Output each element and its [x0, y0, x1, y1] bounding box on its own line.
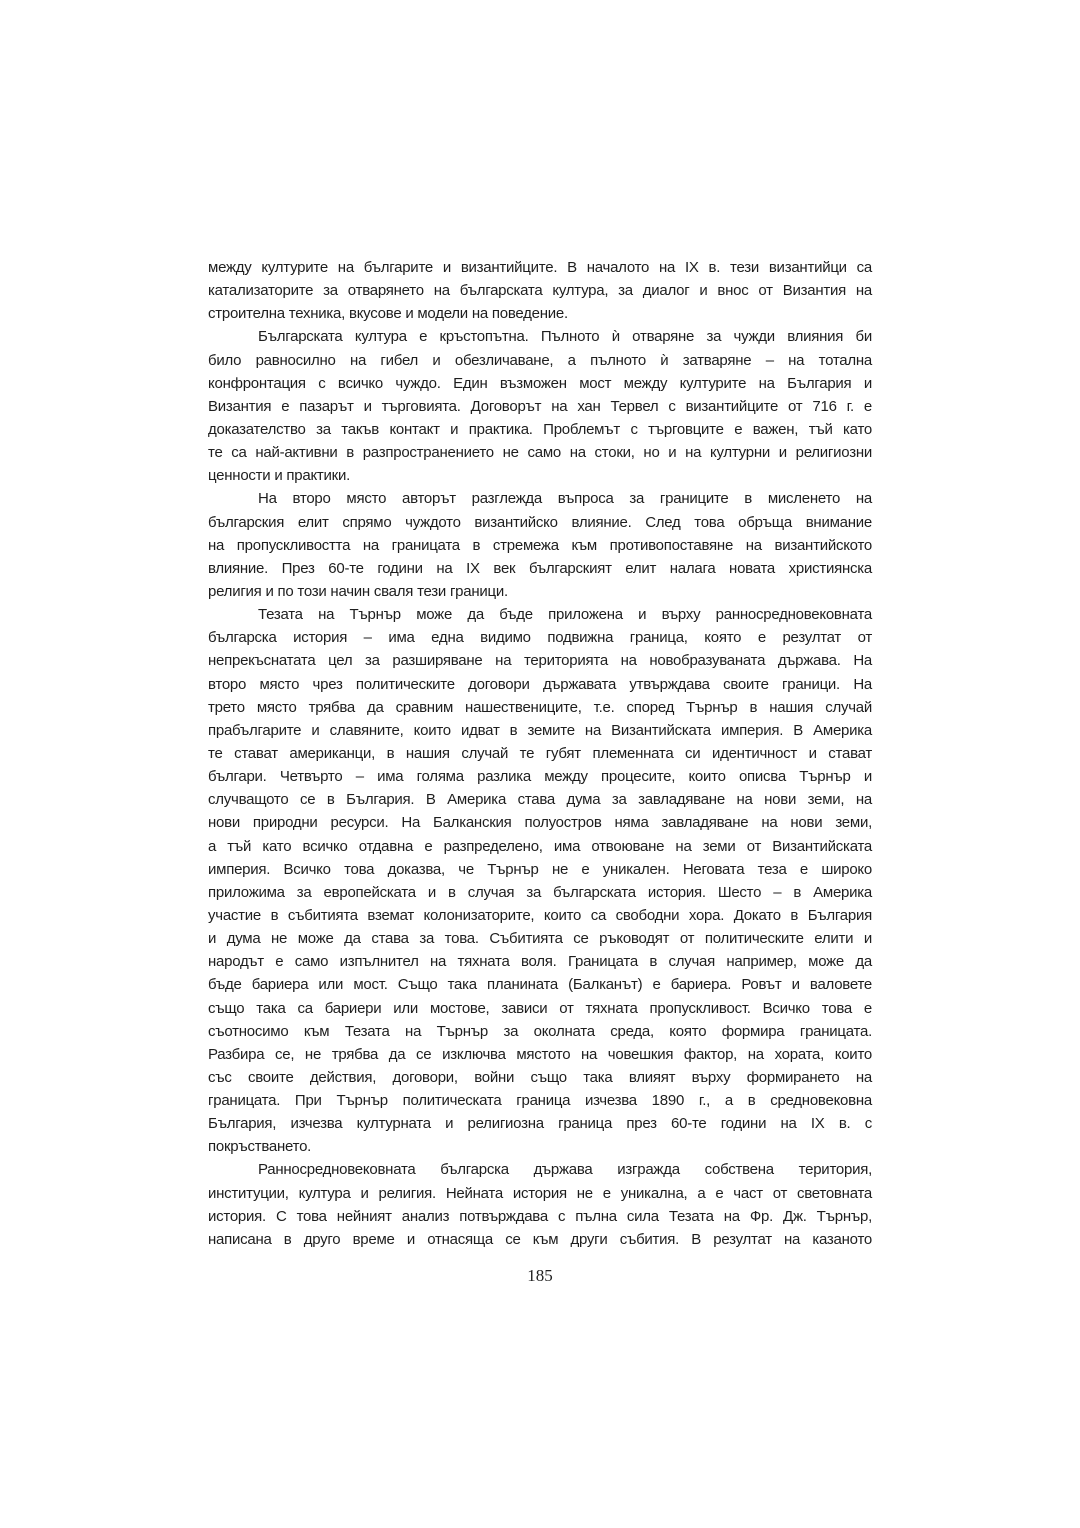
text-line: също така са бариери или мостове, зависи от тяхната пропускливост. Всичко това е — [208, 999, 872, 1017]
text-line: те са най-активни в разпространението не само на стоки, но и на културни и религиозни — [208, 444, 872, 462]
text-line: България, изчезва културната и религиозна граница през 60-те години на IX в. с — [208, 1115, 872, 1133]
text-line: между културите на българите и византийците. В началото на IX в. тези византийци са — [208, 259, 872, 276]
paragraph — [208, 1158, 872, 1251]
text-line: трето място трябва да сравним нашествениците, т.е. според Търнър в нашия случай — [208, 698, 872, 716]
text-line: било равносилно на гибел и обезличаване, а пълното ѝ затваряне – на тотална — [208, 351, 872, 369]
text-line: На второ място авторът разглежда въпроса за границите в мисленето на — [258, 490, 872, 508]
text-line: участие в събитията вземат колонизаторите, които са свободни хора. Докато в България — [208, 906, 872, 924]
text-line: покръстването. — [208, 1138, 312, 1156]
text-line: ценности и практики. — [208, 467, 351, 485]
text-line: и дума не може да става за това. Събитията се ръководят от политическите елити и — [208, 930, 872, 948]
text-line: народът е само изпълнител на тяхната воля. Границата в случая например, може да — [208, 953, 872, 971]
text-line: непрекъснатата цел за разширяване на територията на новобразуваната държава. На — [208, 652, 872, 670]
paragraph — [208, 325, 872, 487]
page-number: 185 — [527, 1266, 553, 1285]
text-line: българския елит спрямо чуждото византийско влияние. След това обръща внимание — [208, 513, 872, 531]
text-line: институции, култура и религия. Нейната история не е уникална, а е част от световната — [208, 1184, 872, 1202]
text-line: нови природни ресурси. На Балканския полуостров няма завладяване на нови земи, — [208, 814, 872, 832]
paragraph — [208, 603, 872, 1158]
text-line: случващото се в България. В Америка става дума за завладяване на нови земи, на — [208, 791, 872, 809]
paragraph — [208, 487, 872, 603]
text-line: Тезата на Търнър може да бъде приложена и върху ранносредновековната — [258, 606, 872, 624]
text-line: те стават американци, в нашия случай те губят племенната си идентичност и стават — [208, 744, 872, 762]
text-line: съотносимо към Тезата на Търнър за околната среда, която формира границата. — [208, 1022, 872, 1040]
text-line: бъде бариера или мост. Също така планината (Балканът) е бариера. Ровът и валовете — [208, 976, 872, 994]
text-line: доказателство за такъв контакт и практика. Проблемът с търговците е важен, тъй като — [208, 420, 872, 438]
text-line: прабългарите и славяните, които идват в земите на Византийската империя. В Америка — [208, 721, 872, 739]
text-line: конфронтация с всичко чуждо. Един възможен мост между културите на България и — [208, 374, 872, 392]
text-line: а тъй като всичко отдавна е разпределено, има отвоюване на земи от Византийската — [208, 837, 872, 855]
text-line: българи. Четвърто – има голяма разлика между процесите, които описва Търнър и — [208, 768, 872, 786]
text-line: второ място чрез политическите договори държавата утвърждава своите граници. На — [208, 675, 872, 693]
text-line: със своите действия, договори, войни също така влияят върху формирането на — [208, 1068, 872, 1086]
text-line: империя. Всичко това доказва, че Търнър не е уникален. Неговата теза е широко — [208, 860, 872, 878]
text-line: влияние. През 60-те години на IX век българският елит налага новата християнска — [208, 559, 872, 577]
text-line: границата. При Търнър политическата граница изчезва 1890 г., а в средновековна — [208, 1092, 872, 1110]
text-line: написана в друго време и отнасяща се към други събития. В резултат на казаното — [208, 1230, 872, 1248]
text-line: на пропускливостта на границата в стремежа към противопоставяне на византийското — [208, 536, 872, 554]
text-line: Ранносредновековната българска държава изгражда собствена територия, — [258, 1161, 872, 1179]
text-line: история. С това нейният анализ потвърждава с пълна сила Тезата на Фр. Дж. Търнър, — [208, 1207, 872, 1225]
body-text — [208, 256, 872, 1251]
text-line: приложима за европейската и в случая за българската история. Шесто – в Америка — [208, 883, 872, 901]
text-line: Разбира се, не трябва да се изключва мястото на човешкия фактор, на хората, които — [208, 1045, 872, 1063]
text-line: религия и по този начин сваля тези граници. — [208, 582, 508, 600]
text-line: Българската култура е кръстопътна. Пълното ѝ отваряне за чужди влияния би — [258, 328, 872, 346]
text-line: българска история – има една видимо подвижна граница, която е резултат от — [208, 629, 872, 647]
text-line: катализаторите за отварянето на българската култура, за диалог и внос от Византия на — [208, 282, 872, 300]
text-line: строителна техника, вкусове и модели на поведение. — [208, 305, 568, 323]
paragraph — [208, 256, 872, 325]
text-line: Византия е пазарът и търговията. Договорът на хан Тервел с византийците от 716 г. е — [208, 397, 872, 415]
